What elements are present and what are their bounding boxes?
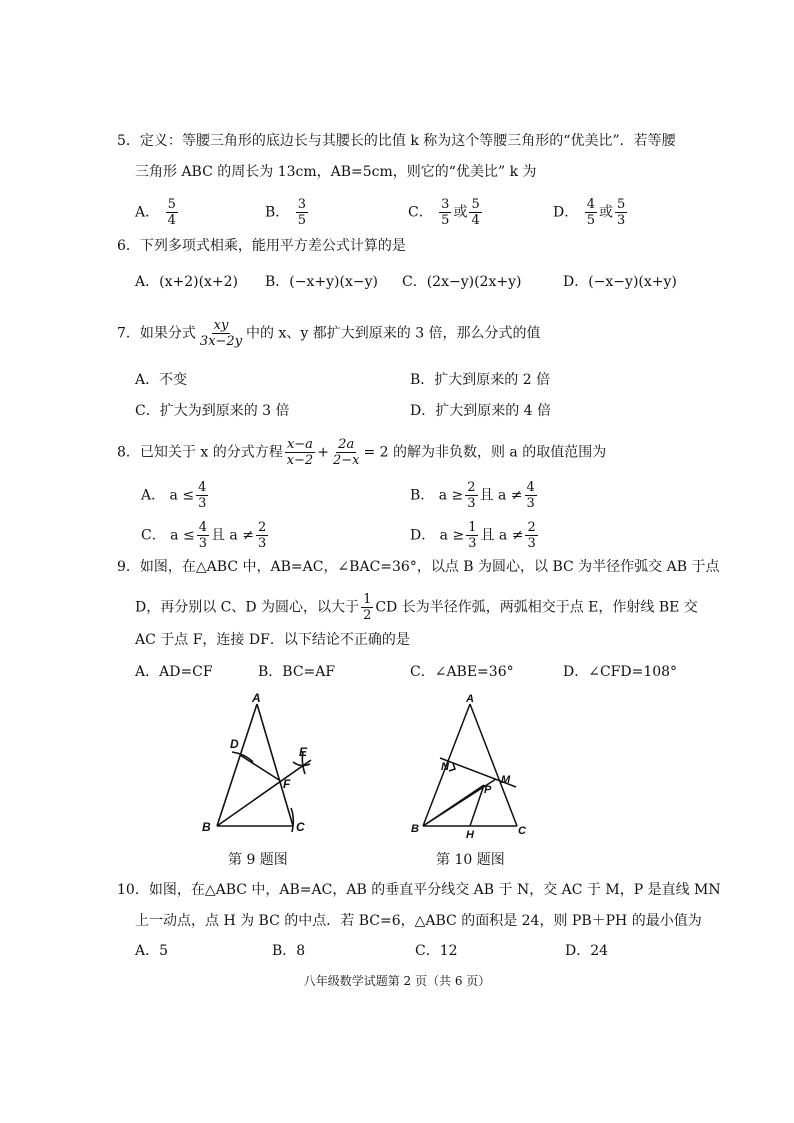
q5-line1: 5．定义：等腰三角形的底边长与其腰长的比值 k 称为这个等腰三角形的“优美比”．若等腰: [117, 133, 676, 149]
label-a: A: [466, 693, 474, 705]
q5-option-a: A． $\frac{5}{4}$: [135, 197, 176, 228]
segment-bp: [423, 785, 484, 826]
q9-line2: D，再分别以 C、D 为圆心，以大于 $\frac{1}{2}$ CD 长为半径作弧，两弧相交于点 E，作射线 BE 交: [135, 592, 698, 623]
q6-option-b: B．(−x+y)(x−y): [265, 274, 378, 290]
q6-stem: 6．下列多项式相乘，能用平方差公式计算的是: [117, 238, 406, 254]
fraction: $\frac{x-a}{x-2}$: [286, 437, 314, 468]
fraction: $\frac{4}{5}$: [586, 197, 595, 228]
figure-10-caption: 第 10 题图: [436, 852, 505, 868]
label-m: M: [501, 774, 511, 786]
label-e: E: [299, 745, 308, 759]
q7-option-d: D．扩大到原来的 4 倍: [410, 403, 552, 419]
fraction: $\frac{5}{4}$: [471, 197, 480, 228]
label-c: C: [296, 820, 305, 834]
segment-ab: [217, 704, 257, 826]
q5-option-d: D． $\frac{4}{5}$ 或 $\frac{5}{3}$: [553, 197, 626, 228]
q5-line2: 三角形 ABC 的周长为 13cm，AB=5cm，则它的“优美比” k 为: [135, 164, 537, 180]
fraction: $\frac{4}{3}$: [198, 520, 207, 551]
q5-option-c: C． $\frac{3}{5}$ 或 $\frac{5}{4}$: [408, 197, 480, 228]
fraction: $\frac{2}{3}$: [257, 520, 267, 551]
fraction: $\frac{xy}{3x-2y}$: [199, 318, 243, 349]
q8-option-c: C． a ≤ $\frac{4}{3}$ 且 a ≠ $\frac{2}{3}$: [141, 520, 267, 551]
q10-option-c: C．12: [415, 943, 458, 959]
q8-option-b: B． a ≥ $\frac{2}{3}$ 且 a ≠ $\frac{4}{3}$: [410, 480, 535, 511]
label-f: F: [283, 777, 291, 791]
fraction: $\frac{4}{3}$: [526, 480, 535, 511]
fraction: $\frac{3}{5}$: [297, 197, 307, 228]
right-angle-mark: [449, 763, 455, 771]
q10-option-a: A．5: [135, 943, 169, 959]
q10-line2: 上一动点，点 H 为 BC 的中点．若 BC=6，△ABC 的面积是 24，则 PB＋PH 的最小值为: [135, 913, 702, 929]
fraction: $\frac{4}{3}$: [198, 480, 207, 511]
q8-option-a: A． a ≤ $\frac{4}{3}$: [141, 480, 207, 511]
fraction: $\frac{5}{4}$: [167, 197, 176, 228]
label-n: N: [441, 761, 449, 773]
label-b: B: [202, 820, 211, 834]
q10-line1: 10．如图，在△ABC 中，AB=AC，AB 的垂直平分线交 AB 于 N，交 AC 于 M，P 是直线 MN: [117, 882, 721, 898]
fraction: $\frac{2a}{2-x}$: [332, 437, 360, 468]
q9-option-d: D．∠CFD=108°: [563, 664, 678, 680]
figure-10-diagram: [410, 690, 540, 840]
label-a: A: [252, 691, 261, 705]
q9-option-c: C．∠ABE=36°: [410, 664, 514, 680]
fraction: $\frac{2}{3}$: [527, 520, 536, 551]
segment-ac: [257, 704, 293, 826]
q9-option-b: B．BC=AF: [258, 664, 336, 680]
q6-option-d: D．(−x−y)(x+y): [563, 274, 677, 290]
q9-line3: AC 于点 F，连接 DF．以下结论不正确的是: [135, 632, 410, 648]
q9-line1: 9．如图，在△ABC 中，AB=AC，∠BAC=36°，以点 B 为圆心，以 BC 为半径作弧交 AB 于点: [117, 559, 720, 575]
fraction: $\frac{5}{3}$: [616, 197, 626, 228]
q8-stem: 8．已知关于 x 的分式方程 $\frac{x-a}{x-2}$ + $\frac{2a}{2-x}$ = 2 的解为非负数，则 a 的取值范围为: [117, 437, 607, 468]
label-h: H: [466, 829, 474, 840]
q8-option-d: D． a ≥ $\frac{1}{3}$ 且 a ≠ $\frac{2}{3}$: [410, 520, 536, 551]
q10-option-b: B．8: [272, 943, 306, 959]
label-c: C: [518, 825, 526, 837]
label-b: B: [411, 823, 419, 835]
figure-9-diagram: [195, 690, 325, 840]
q6-option-c: C．(2x−y)(2x+y): [402, 274, 522, 290]
fraction: $\frac{3}{5}$: [441, 197, 450, 228]
fraction: $\frac{2}{3}$: [467, 480, 476, 511]
label-p: P: [484, 784, 492, 796]
figure-9-caption: 第 9 题图: [228, 852, 288, 868]
q10-option-d: D．24: [565, 943, 609, 959]
q9-option-a: A．AD=CF: [135, 664, 213, 680]
page-footer: 八年级数学试题第 2 页（共 6 页）: [303, 974, 491, 988]
fraction: $\frac{1}{3}$: [468, 520, 477, 551]
segment-ac: [470, 704, 517, 826]
q7-option-c: C．扩大为到原来的 3 倍: [135, 403, 290, 419]
q7-option-a: A．不变: [135, 372, 188, 388]
label-d: D: [230, 737, 239, 751]
q7-stem: 7．如果分式 $\frac{xy}{3x-2y}$ 中的 x、y 都扩大到原来的 3 倍，那么分式的值: [117, 318, 541, 349]
fraction: $\frac{1}{2}$: [363, 592, 372, 623]
q6-option-a: A．(x+2)(x+2): [135, 274, 239, 290]
q5-option-b: B． $\frac{3}{5}$: [265, 197, 307, 228]
q7-option-b: B．扩大到原来的 2 倍: [410, 372, 551, 388]
